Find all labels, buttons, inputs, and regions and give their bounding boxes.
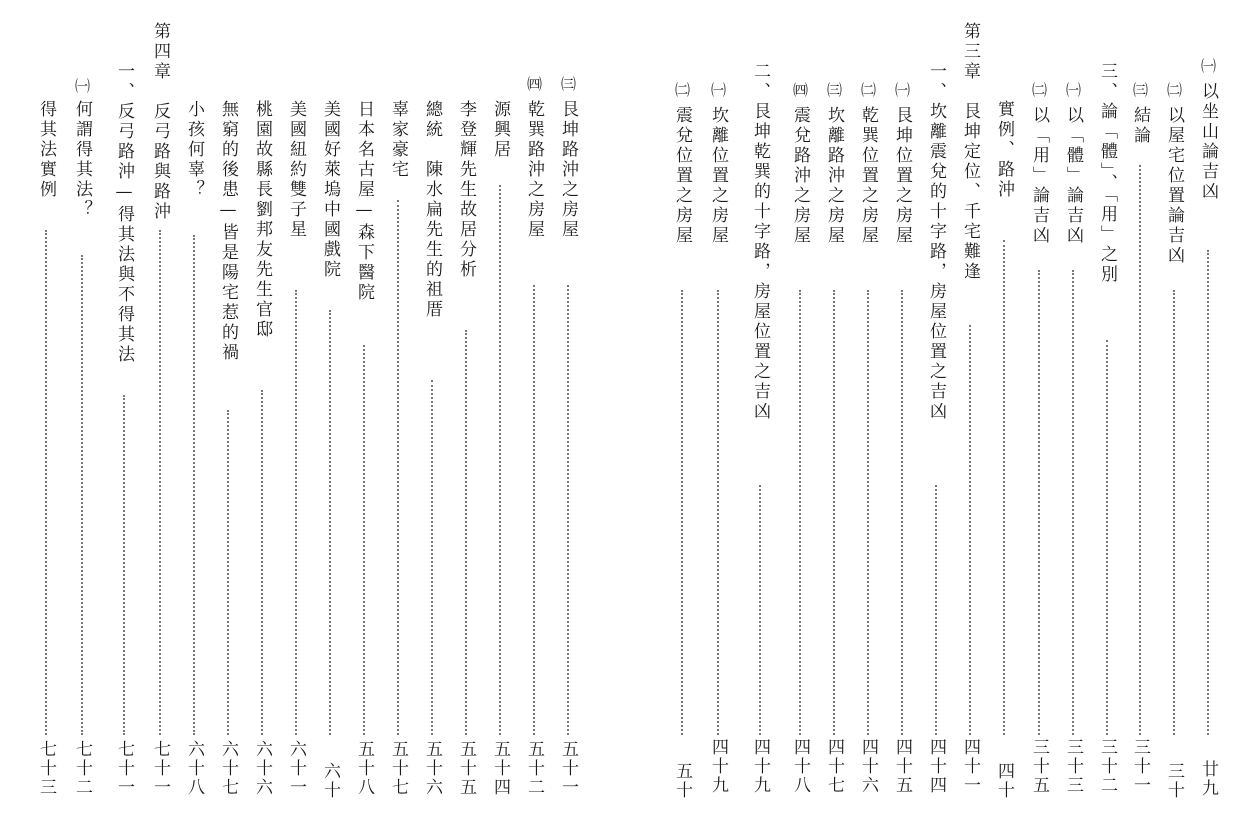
toc-entry xyxy=(788,0,812,835)
leader-dots xyxy=(969,325,971,735)
leader-dots xyxy=(567,285,569,735)
entry-page-number: 七十一 xyxy=(114,740,134,797)
entry-page-number: 三十二 xyxy=(1097,738,1117,795)
entry-title: 李登輝先生故居分析 xyxy=(456,100,476,280)
entry-page-number: 四十一 xyxy=(960,738,980,795)
toc-entry xyxy=(706,0,730,835)
entry-page-number: 四十五 xyxy=(892,738,912,795)
leader-dots xyxy=(681,290,683,735)
leader-dots xyxy=(431,380,433,735)
entry-page-number: 六十八 xyxy=(184,740,204,797)
toc-entry xyxy=(1196,0,1220,835)
toc-entry xyxy=(748,0,772,835)
leader-dots xyxy=(799,290,801,735)
toc-entry xyxy=(1162,0,1186,835)
entry-page-number: 五十八 xyxy=(354,740,374,797)
toc-entry xyxy=(352,0,376,835)
toc-entry xyxy=(670,0,694,835)
entry-marker: ㈡ xyxy=(859,82,877,99)
toc-entry xyxy=(488,0,512,835)
toc-entry xyxy=(34,0,58,835)
entry-title: 源興居 xyxy=(490,100,510,160)
toc-entry xyxy=(70,0,94,835)
entry-marker: ㈠ xyxy=(893,82,911,99)
leader-dots xyxy=(1139,165,1141,735)
entry-title: 日本名古屋—森下醫院 xyxy=(354,100,374,303)
entry-title: 一、反弓路沖—得其法與不得其法 xyxy=(114,62,134,365)
entry-marker: ㈢ xyxy=(1131,82,1149,99)
leader-dots xyxy=(717,290,719,735)
entry-page-number: 七十二 xyxy=(72,740,92,797)
entry-page-number: 五十 xyxy=(672,762,692,800)
leader-dots xyxy=(123,395,125,735)
entry-page-number: 五十七 xyxy=(388,740,408,797)
leader-dots xyxy=(295,290,297,735)
toc-entry xyxy=(890,0,914,835)
entry-title: 震兌位置之房屋 xyxy=(672,106,692,246)
entry-marker: ㈡ xyxy=(1030,82,1048,99)
leader-dots xyxy=(833,290,835,735)
entry-marker: ㈠ xyxy=(709,82,727,99)
entry-page-number: 五十五 xyxy=(456,740,476,797)
leader-dots xyxy=(1207,250,1209,735)
leader-dots xyxy=(1173,290,1175,735)
entry-page-number: 七十一 xyxy=(150,740,170,797)
entry-page-number: 四十九 xyxy=(708,738,728,795)
toc-entry xyxy=(522,0,546,835)
toc-entry xyxy=(112,0,136,835)
entry-title: 何謂得其法？ xyxy=(72,100,92,220)
leader-dots xyxy=(261,390,263,735)
entry-title: 美國紐約雙子星 xyxy=(286,100,306,240)
toc-entry xyxy=(216,0,240,835)
leader-dots xyxy=(329,310,331,735)
chapter-heading xyxy=(148,0,172,835)
entry-title: 總統 陳水扁先生的祖厝 xyxy=(422,100,442,320)
toc-entry xyxy=(1095,0,1119,835)
entry-page-number: 六十 xyxy=(320,762,340,800)
leader-dots xyxy=(759,485,761,735)
toc-entry xyxy=(1061,0,1085,835)
entry-marker: ㈡ xyxy=(1165,82,1183,99)
entry-page-number: 四十六 xyxy=(858,738,878,795)
entry-page-number: 七十三 xyxy=(36,740,56,797)
toc-entry xyxy=(182,0,206,835)
entry-marker: ㈣ xyxy=(525,76,543,93)
entry-title: 桃園故縣長劉邦友先生官邸 xyxy=(252,100,272,340)
entry-page-number: 四十八 xyxy=(790,738,810,795)
entry-page-number: 五十六 xyxy=(422,740,442,797)
entry-marker: ㈢ xyxy=(559,76,577,93)
leader-dots xyxy=(45,230,47,735)
entry-title: 乾巽路沖之房屋 xyxy=(524,100,544,240)
entry-page-number: 六十七 xyxy=(218,740,238,797)
toc-entry xyxy=(822,0,846,835)
entry-title: 以「用」論吉凶 xyxy=(1029,106,1049,246)
entry-page-number: 四十九 xyxy=(750,738,770,795)
entry-page-number: 三十三 xyxy=(1063,738,1083,795)
leader-dots xyxy=(363,345,365,735)
entry-page-number: 三十 xyxy=(1164,762,1184,800)
entry-page-number: 五十二 xyxy=(524,740,544,797)
entry-title: 辜家豪宅 xyxy=(388,100,408,180)
leader-dots xyxy=(499,185,501,735)
entry-marker: ㈡ xyxy=(673,82,691,99)
toc-entry xyxy=(250,0,274,835)
toc-entry xyxy=(992,0,1016,835)
entry-page-number: 五十四 xyxy=(490,740,510,797)
entry-title: 無窮的後患—皆是陽宅惹的禍 xyxy=(218,100,238,363)
entry-title: 實例、路沖 xyxy=(994,100,1014,200)
leader-dots xyxy=(227,410,229,735)
entry-page-number: 四十七 xyxy=(824,738,844,795)
entry-title: 第四章 反弓路與路沖 xyxy=(150,22,170,222)
leader-dots xyxy=(533,285,535,735)
leader-dots xyxy=(935,485,937,735)
leader-dots xyxy=(81,255,83,735)
entry-page-number: 六十六 xyxy=(252,740,272,797)
entry-title: 艮坤路沖之房屋 xyxy=(558,100,578,240)
entry-page-number: 三十一 xyxy=(1130,738,1150,795)
entry-marker: ㈠ xyxy=(1064,82,1082,99)
leader-dots xyxy=(1003,240,1005,735)
toc-entry xyxy=(420,0,444,835)
entry-marker: ㈠ xyxy=(73,78,91,95)
entry-title: 以坐山論吉凶 xyxy=(1198,82,1218,202)
toc-entry xyxy=(556,0,580,835)
toc-entry xyxy=(284,0,308,835)
entry-title: 第三章 艮坤定位、千宅難逢 xyxy=(960,22,980,282)
leader-dots xyxy=(193,235,195,735)
leader-dots xyxy=(867,290,869,735)
entry-title: 以屋宅位置論吉凶 xyxy=(1164,106,1184,266)
leader-dots xyxy=(1072,270,1074,735)
leader-dots xyxy=(465,330,467,735)
entry-page-number: 六十一 xyxy=(286,740,306,797)
entry-title: 震兌路沖之房屋 xyxy=(790,106,810,246)
entry-title: 坎離位置之房屋 xyxy=(708,106,728,246)
entry-marker: ㈠ xyxy=(1199,58,1217,75)
toc-entry xyxy=(1027,0,1051,835)
toc-entry xyxy=(454,0,478,835)
toc-entry xyxy=(318,0,342,835)
entry-title: 結論 xyxy=(1130,106,1150,146)
leader-dots xyxy=(159,230,161,735)
entry-title: 坎離路沖之房屋 xyxy=(824,106,844,246)
leader-dots xyxy=(901,290,903,735)
entry-title: 美國好萊塢中國戲院 xyxy=(320,100,340,280)
entry-marker: ㈢ xyxy=(825,82,843,99)
toc-entry xyxy=(924,0,948,835)
chapter-heading xyxy=(958,0,982,835)
entry-title: 一、坎離震兌的十字路，房屋位置之吉凶 xyxy=(926,62,946,422)
entry-title: 小孩何辜？ xyxy=(184,100,204,200)
entry-title: 得其法實例 xyxy=(36,100,56,200)
entry-marker: ㈣ xyxy=(791,82,809,99)
entry-title: 二、艮坤乾巽的十字路，房屋位置之吉凶 xyxy=(750,62,770,422)
entry-title: 艮坤位置之房屋 xyxy=(892,106,912,246)
entry-page-number: 三十五 xyxy=(1029,738,1049,795)
toc-page-left xyxy=(0,0,620,835)
toc-page-right xyxy=(640,0,1252,835)
entry-page-number: 四十 xyxy=(994,762,1014,800)
leader-dots xyxy=(1106,340,1108,735)
entry-page-number: 廿九 xyxy=(1198,760,1218,798)
entry-title: 以「體」論吉凶 xyxy=(1063,106,1083,246)
entry-page-number: 五十一 xyxy=(558,740,578,797)
toc-entry xyxy=(386,0,410,835)
toc-entry xyxy=(1128,0,1152,835)
entry-title: 乾巽位置之房屋 xyxy=(858,106,878,246)
leader-dots xyxy=(397,200,399,735)
leader-dots xyxy=(1038,270,1040,735)
entry-page-number: 四十四 xyxy=(926,738,946,795)
toc-entry xyxy=(856,0,880,835)
entry-title: 三、論「體」、「用」之別 xyxy=(1097,62,1117,285)
